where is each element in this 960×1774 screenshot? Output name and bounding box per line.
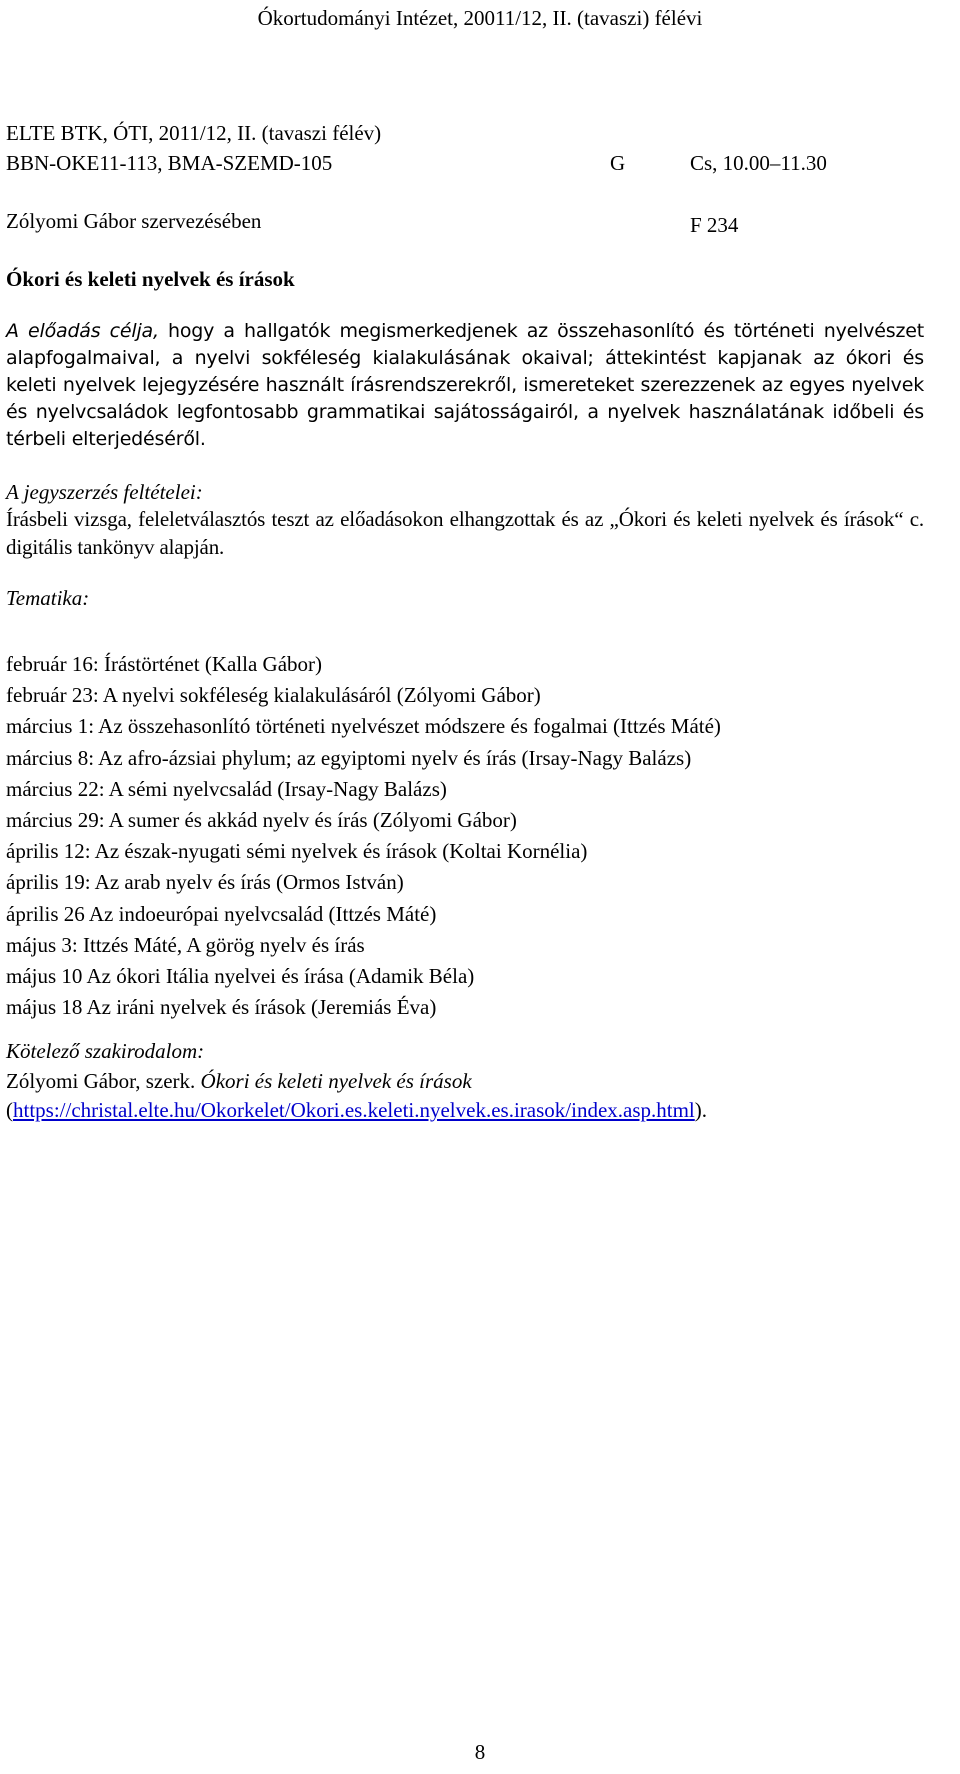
running-header: Ókortudományi Intézet, 20011/12, II. (tavaszi) félévi <box>257 6 703 30</box>
topic-item: február 23: A nyelvi sokféleség kialakulásáról (Zólyomi Gábor) <box>6 683 541 708</box>
literature-link-line <box>6 1096 924 1125</box>
spacer <box>6 613 924 649</box>
spacer <box>6 237 924 264</box>
goal-text: hogy a hallgatók megismerkedjenek az összehasonlító és történeti nyelvészet alapfogalmaival, a nyelvi sokféleség kialakulásának okaival; áttekintést kapjanak az ókori és keleti nyelvek lejegyzésére használt írásrendszerekről, ismereteket szerezzenek az egyes nyelvek és nyelvcsaládok legfontosabb grammatikai sajátosságairól, a nyelvek használatának időbeli és térbeli elterjedéséről. <box>6 320 924 450</box>
topic-item: február 16: Írástörténet (Kalla Gábor) <box>6 652 323 676</box>
topic-item: március 22: A sémi nyelvcsalád (Irsay-Nagy Balázs) <box>6 776 447 801</box>
literature-book-title: Ókori és keleti nyelvek és írások <box>200 1069 472 1094</box>
topic-item: március 29: A sumer és akkád nyelv és írás (Zólyomi Gábor) <box>6 807 517 832</box>
requirements-label: A jegyszerzés feltételei: <box>6 480 203 504</box>
spacer <box>6 1023 924 1037</box>
goal-paragraph <box>6 318 924 453</box>
course-title: Ókori és keleti nyelvek és írások <box>6 267 295 291</box>
topic-item: március 8: Az afro-ázsiai phylum; az egyiptomi nyelv és írás (Irsay-Nagy Balázs) <box>6 745 692 770</box>
spacer <box>6 294 924 318</box>
requirements-text: Írásbeli vizsga, feleletválasztós teszt az előadásokon elhangzottak és az „Ókori és keleti nyelvek és írások“ c. digitális tankönyv alapján. <box>6 507 924 559</box>
topics-list <box>6 649 924 1023</box>
goal-lead: A előadás célja, <box>6 320 159 342</box>
spacer <box>6 453 924 477</box>
literature-open-paren: ( <box>6 1098 13 1123</box>
literature-label: Kötelező szakirodalom: <box>6 1039 205 1064</box>
organizer: Zólyomi Gábor szervezésében <box>6 209 262 233</box>
literature-close-paren: ). <box>694 1098 708 1123</box>
topic-item: május 10 Az ókori Itália nyelvei és írása (Adamik Béla) <box>6 963 475 988</box>
course-codes: BBN-OKE11-113, BMA-SZEMD-105 <box>6 151 333 175</box>
literature-link[interactable]: https://christal.elte.hu/Okorkelet/Okori.es.keleti.nyelvek.es.irasok/index.asp.html <box>13 1098 695 1123</box>
course-time: Cs, 10.00–11.30 <box>690 151 827 175</box>
course-codes-row <box>6 148 924 179</box>
topic-item: április 19: Az arab nyelv és írás (Ormos István) <box>6 870 404 895</box>
topic-item: április 26 Az indoeurópai nyelvcsalád (Ittzés Máté) <box>6 901 437 926</box>
document-body <box>6 118 924 1125</box>
spacer <box>6 561 924 583</box>
topic-item: május 18 Az iráni nyelvek és írások (Jeremiás Éva) <box>6 995 437 1020</box>
literature-entry <box>6 1067 924 1096</box>
topic-item: május 3: Ittzés Máté, A görög nyelv és írás <box>6 932 365 957</box>
course-type: G <box>610 151 626 175</box>
literature-author: Zólyomi Gábor, szerk. <box>6 1069 201 1094</box>
page-number: 8 <box>474 1740 486 1764</box>
topic-item: április 12: Az észak-nyugati sémi nyelvek és írások (Koltai Kornélia) <box>6 839 588 864</box>
organizer-row <box>6 206 924 237</box>
spacer <box>6 179 924 206</box>
room: F 234 <box>690 213 739 237</box>
literature-section <box>6 1037 924 1125</box>
topics-label: Tematika: <box>6 586 90 610</box>
topic-item: március 1: Az összehasonlító történeti nyelvészet módszere és fogalmai (Ittzés Máté) <box>6 714 721 739</box>
institution-line: ELTE BTK, ÓTI, 2011/12, II. (tavaszi félév) <box>6 121 382 145</box>
